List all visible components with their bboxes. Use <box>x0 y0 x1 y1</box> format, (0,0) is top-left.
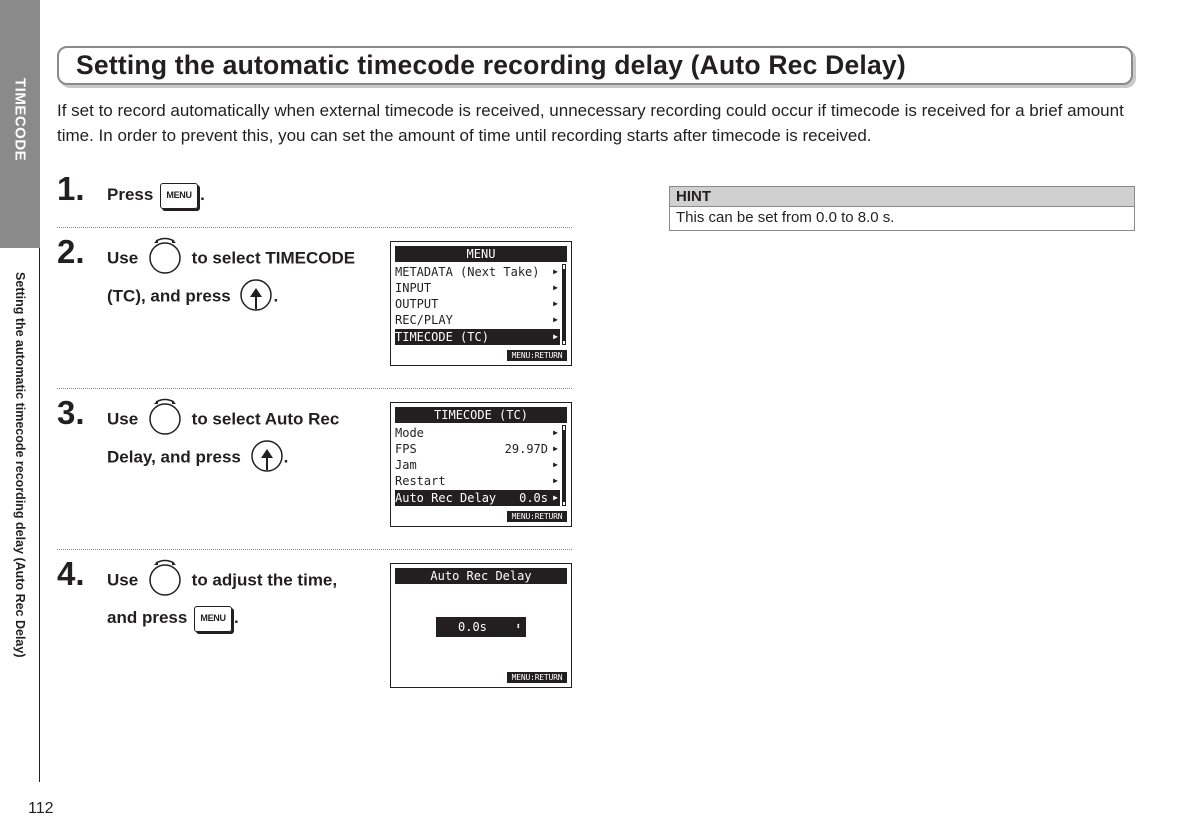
page-title-box <box>57 46 1133 85</box>
lcd-timecode-item: Jam ▶ <box>395 458 558 472</box>
lcd-menu-item: METADATA (Next Take) ▶ <box>395 265 558 279</box>
scrollbar <box>562 264 566 345</box>
dial-icon <box>147 235 183 275</box>
chevron-right-icon: ▶ <box>553 476 558 485</box>
step-1-pre: Press <box>107 185 154 204</box>
chevron-right-icon: ▶ <box>553 493 558 502</box>
step-4-number: 4. <box>57 555 85 592</box>
step-3-line-1 <box>107 400 339 440</box>
lcd-timecode-footer: MENU:RETURN <box>507 511 567 522</box>
lcd-timecode-item: Mode ▶ <box>395 426 558 440</box>
step-2-number: 2. <box>57 233 85 270</box>
chevron-right-icon: ▶ <box>553 315 558 324</box>
lcd-menu-footer: MENU:RETURN <box>507 350 567 361</box>
intro-paragraph: If set to record automatically when external timecode is received, unnecessary recording could occur if timecode is received for a brief amount time. In order to prevent this, you can set the amount of time until recording starts after timecode is received. <box>57 101 1124 145</box>
step-1-text <box>107 176 205 214</box>
lcd-auto-rec-delay-header: Auto Rec Delay <box>395 568 567 584</box>
step-4-line2-pre: and press <box>107 608 188 627</box>
step-3-mid: to select Auto Rec <box>191 409 340 429</box>
step-4-pre: Use <box>107 570 139 590</box>
step-2-pre: Use <box>107 248 139 268</box>
lcd-timecode-item: FPS 29.97D ▶ <box>395 442 558 456</box>
section-tab-label: TIMECODE <box>11 78 29 162</box>
step-4-line-1 <box>107 561 337 601</box>
press-dial-icon <box>239 275 273 315</box>
lcd-menu-screen <box>390 241 572 366</box>
chevron-right-icon: ▶ <box>553 460 558 469</box>
lcd-timecode-header: TIMECODE (TC) <box>395 407 567 423</box>
step-4-line2-post: . <box>234 608 239 627</box>
press-dial-icon <box>250 436 284 476</box>
step-1-number: 1. <box>57 170 85 207</box>
divider <box>57 549 572 550</box>
lcd-menu-item-selected: TIMECODE (TC) ▶ <box>395 330 558 344</box>
lcd-menu-item: OUTPUT ▶ <box>395 297 558 311</box>
up-down-icon: ⬍ <box>515 622 521 632</box>
step-3-number: 3. <box>57 394 85 431</box>
section-tab <box>0 0 40 248</box>
lcd-timecode-screen <box>390 402 572 527</box>
dial-icon <box>147 557 183 597</box>
step-3-line2-post: . <box>283 447 289 467</box>
step-2-line2-pre: (TC), and press <box>107 286 231 306</box>
step-2-line-2 <box>107 277 278 317</box>
lcd-menu-header: MENU <box>395 246 567 262</box>
step-2-line-1 <box>107 239 355 279</box>
lcd-menu-item: REC/PLAY ▶ <box>395 313 558 327</box>
step-3-line-2 <box>107 438 288 478</box>
lcd-auto-rec-delay-screen <box>390 563 572 688</box>
side-rule <box>39 248 40 782</box>
step-4-line-2 <box>107 599 239 637</box>
chevron-right-icon: ▶ <box>553 267 558 276</box>
hint-body: This can be set from 0.0 to 8.0 s. <box>676 209 895 226</box>
page-title: Setting the automatic timecode recording delay (Auto Rec Delay) <box>76 50 906 80</box>
side-section-title: Setting the automatic timecode recording delay (Auto Rec Delay) <box>13 272 27 658</box>
divider <box>57 227 572 228</box>
step-4-mid: to adjust the time, <box>191 570 338 590</box>
chevron-right-icon: ▶ <box>553 299 558 308</box>
step-2-mid: to select TIMECODE <box>191 248 356 268</box>
scrollbar <box>562 425 566 506</box>
hint-title: HINT <box>670 187 1134 207</box>
lcd-timecode-item-selected: Auto Rec Delay 0.0s ▶ <box>395 491 558 505</box>
menu-key-icon: MENU <box>160 183 198 209</box>
step-3-pre: Use <box>107 409 139 429</box>
page-number: 112 <box>28 800 54 817</box>
step-1-post: . <box>200 185 205 204</box>
step-3-line2-pre: Delay, and press <box>107 447 241 467</box>
dial-icon <box>147 396 183 436</box>
menu-key-icon: MENU <box>194 606 232 632</box>
lcd-menu-item: INPUT ▶ <box>395 281 558 295</box>
step-2-line2-post: . <box>273 286 279 306</box>
lcd-auto-rec-delay-footer: MENU:RETURN <box>507 672 567 683</box>
lcd-auto-rec-delay-value: 0.0s ⬍ <box>436 617 526 637</box>
chevron-right-icon: ▶ <box>553 428 558 437</box>
chevron-right-icon: ▶ <box>553 444 558 453</box>
chevron-right-icon: ▶ <box>553 332 558 341</box>
divider <box>57 388 572 389</box>
lcd-timecode-item: Restart ▶ <box>395 474 558 488</box>
hint-box <box>669 186 1135 231</box>
chevron-right-icon: ▶ <box>553 283 558 292</box>
